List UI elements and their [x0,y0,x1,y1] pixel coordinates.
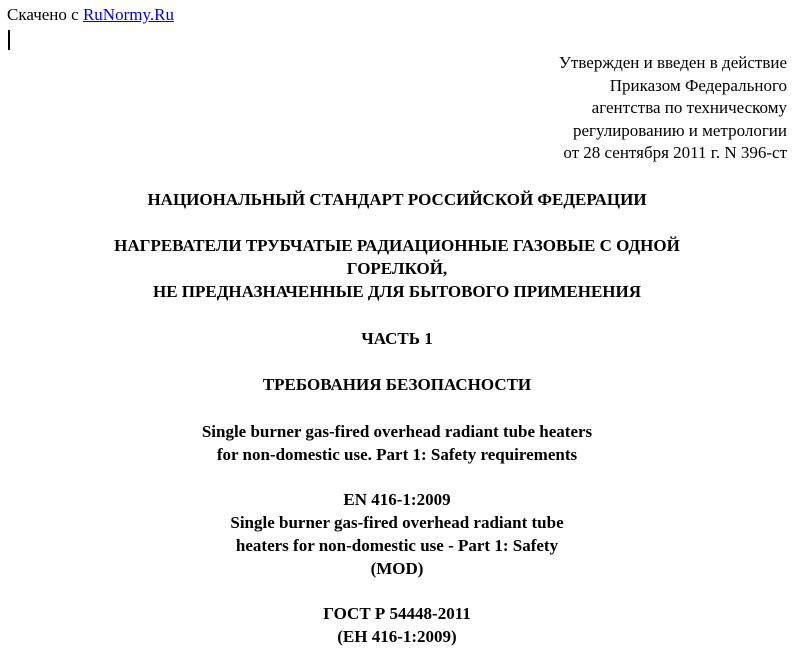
document-title [0,234,794,303]
approval-line: регулированию и метрологии [572,120,787,140]
title-line: НЕ ПРЕДНАЗНАЧЕННЫЕ ДЛЯ БЫТОВОГО ПРИМЕНЕНИЯ [152,282,642,301]
en-standard-line: heaters for non-domestic use - Part 1: Safety [235,536,559,555]
safety-text: ТРЕБОВАНИЯ БЕЗОПАСНОСТИ [262,375,532,394]
en-standard-block [0,488,794,580]
approval-line: агентства по техническому [591,98,787,117]
approval-line: от 28 сентября 2011 г. N 396-ст [563,143,787,162]
en-standard-line: Single burner gas-fired overhead radiant tube [230,513,564,532]
part-heading [0,327,794,350]
text-cursor [8,30,10,50]
gost-line: (ЕН 416-1:2009) [337,627,457,646]
title-line: НАГРЕВАТЕЛИ ТРУБЧАТЫЕ РАДИАЦИОННЫЕ ГАЗОВЫЕ С ОДНОЙ [114,236,680,255]
approval-line: Приказом Федерального [609,75,787,95]
en-standard-line: (MOD) [370,559,424,578]
national-standard-text: НАЦИОНАЛЬНЫЙ СТАНДАРТ РОССИЙСКОЙ ФЕДЕРАЦИИ [147,190,647,209]
part-text: ЧАСТЬ 1 [361,329,433,348]
gost-block [0,602,794,648]
approval-line: Утвержден и введен в действие [558,53,787,72]
english-title-line: Single burner gas-fired overhead radiant tube heaters [201,422,593,441]
safety-heading [0,373,794,396]
national-standard-heading [0,188,794,211]
english-title [0,420,794,466]
gost-line: ГОСТ Р 54448-2011 [323,604,471,623]
title-line: ГОРЕЛКОЙ, [346,259,448,278]
english-title-line: for non-domestic use. Part 1: Safety requirements [216,445,578,464]
en-standard-line: EN 416-1:2009 [343,490,451,509]
source-link[interactable]: RuNormy.Ru [82,5,174,24]
source-prefix: Скачено с [7,5,83,24]
approval-block [559,52,787,165]
source-line [7,5,174,25]
